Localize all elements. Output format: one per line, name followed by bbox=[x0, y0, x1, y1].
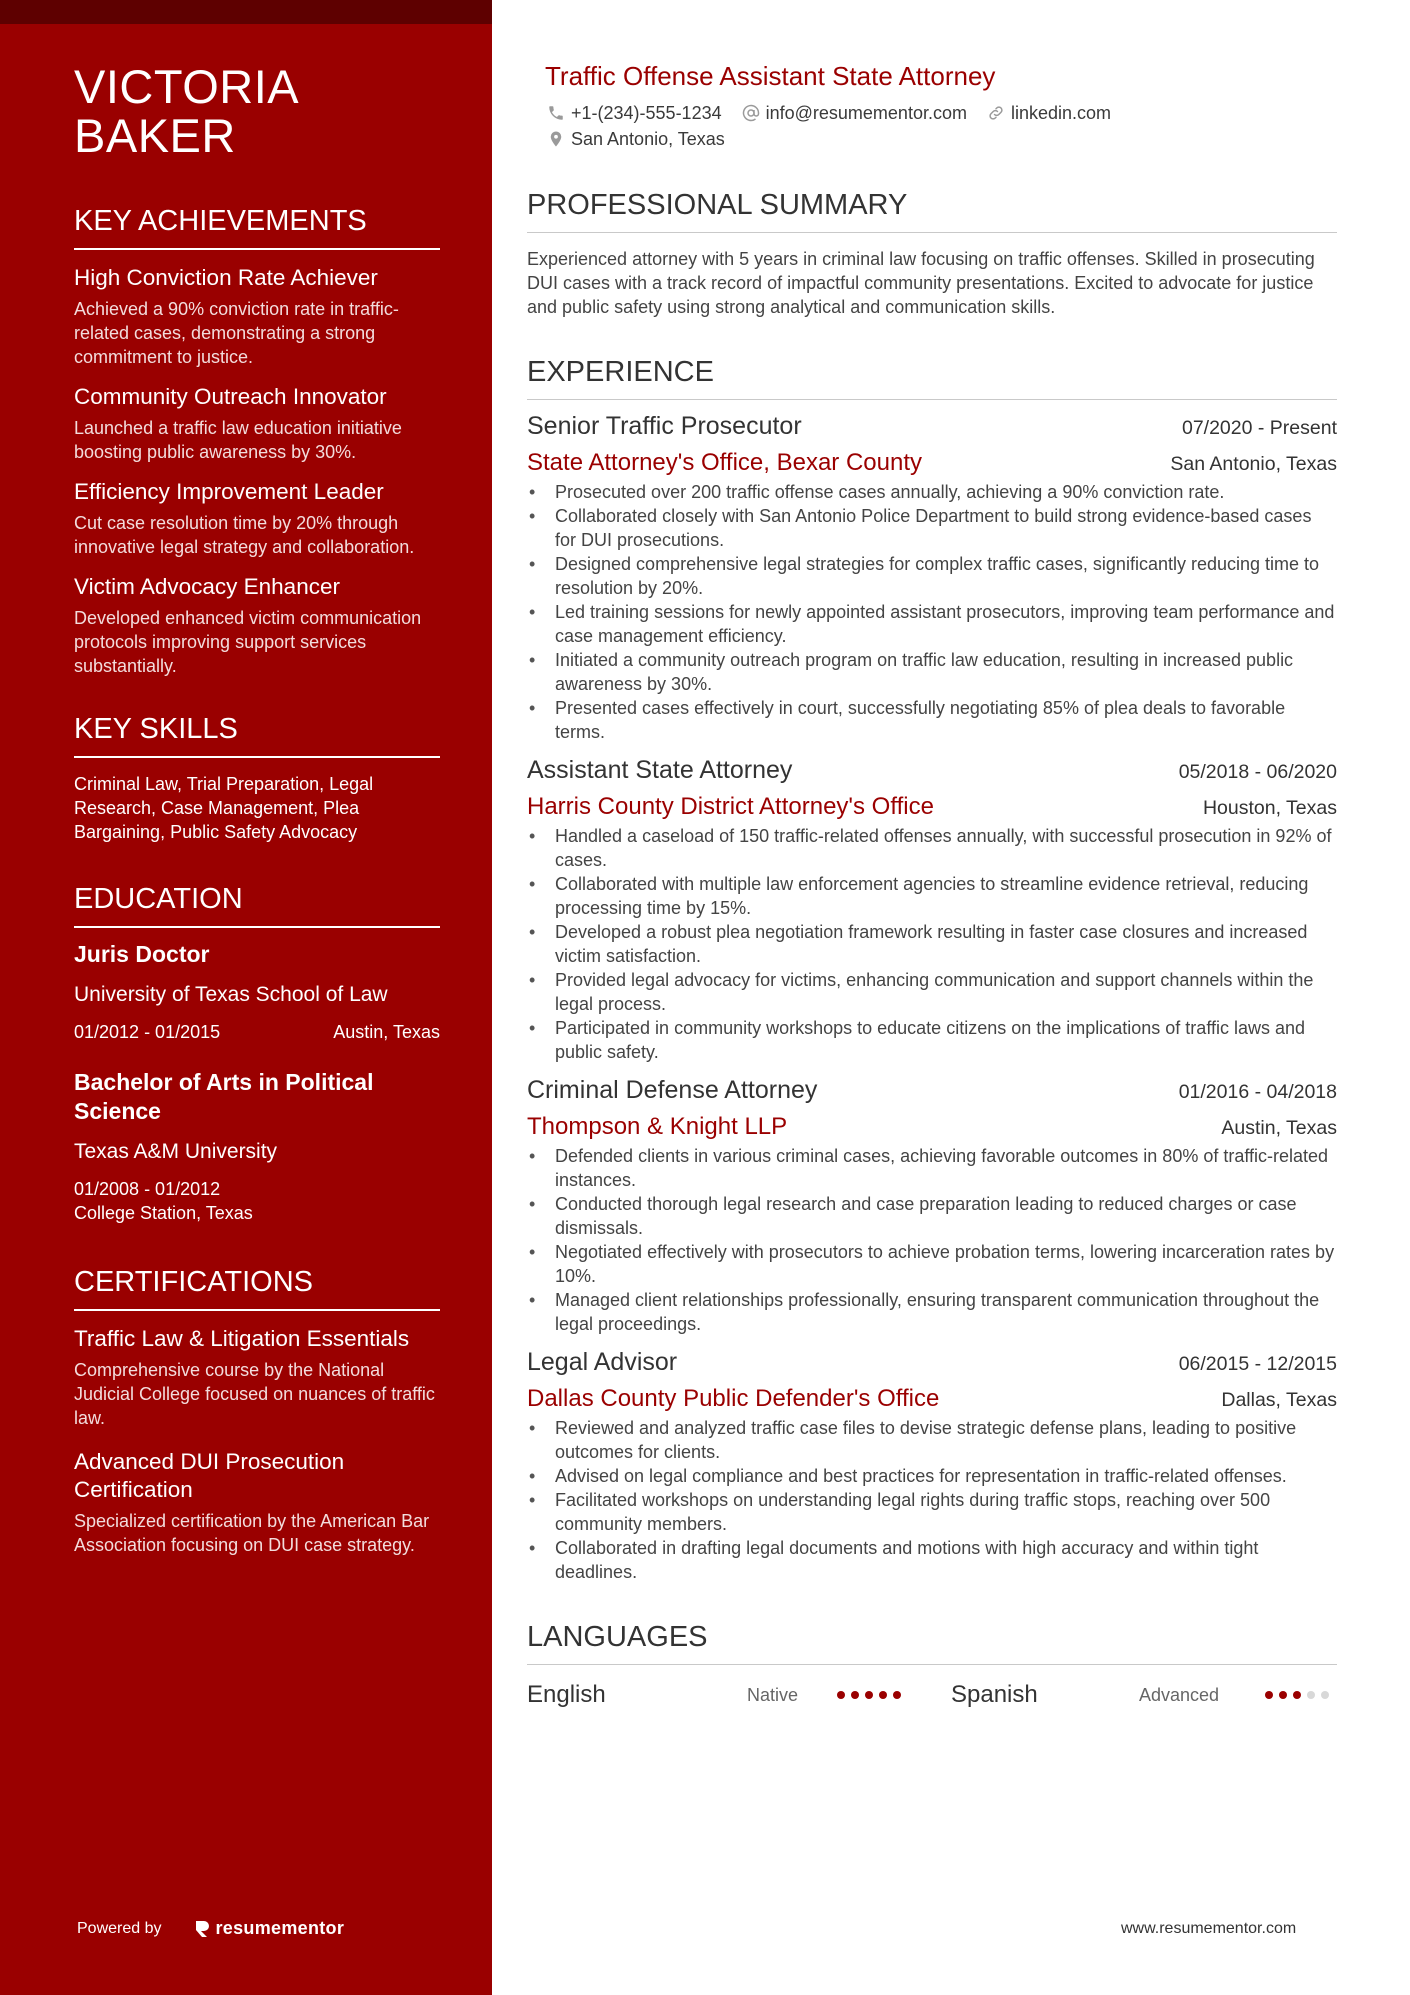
experience-organization: Thompson & Knight LLP bbox=[527, 1113, 788, 1140]
bullet-item: • Facilitated workshops on understanding legal rights during traffic stops, reaching over 500 community members. bbox=[527, 1488, 1337, 1536]
education-item bbox=[74, 940, 440, 1044]
language-level: Advanced bbox=[1139, 1684, 1220, 1705]
location-text: San Antonio, Texas bbox=[571, 129, 725, 149]
brand-name: resumementor bbox=[215, 1918, 345, 1938]
brand-logo bbox=[194, 1918, 345, 1939]
skills-list: Criminal Law, Trial Preparation, Legal Research, Case Management, Plea Bargaining, Public Safety Advocacy bbox=[74, 774, 374, 842]
rating-dot-filled bbox=[1293, 1691, 1301, 1699]
sidebar-top-bar bbox=[0, 0, 492, 24]
bullet-item: • Collaborated in drafting legal documents and motions with high accuracy and within tight deadlines. bbox=[527, 1536, 1337, 1584]
experience-organization: Harris County District Attorney's Office bbox=[527, 793, 934, 820]
job-title: Traffic Offense Assistant State Attorney bbox=[545, 61, 996, 91]
rating-dot-filled bbox=[865, 1691, 873, 1699]
sidebar bbox=[0, 0, 492, 1995]
achievements-heading: KEY ACHIEVEMENTS bbox=[74, 204, 440, 250]
candidate-name bbox=[74, 62, 440, 160]
education-dates: 01/2012 - 01/2015 bbox=[74, 1022, 221, 1042]
experience-role: Senior Traffic Prosecutor bbox=[527, 412, 802, 440]
summary-heading: PROFESSIONAL SUMMARY bbox=[527, 188, 1337, 233]
main-content bbox=[527, 60, 1337, 1711]
experience-role: Legal Advisor bbox=[527, 1348, 678, 1376]
bullet-item: • Developed a robust plea negotiation framework resulting in faster case closures and increased victim satisfaction. bbox=[527, 920, 1337, 968]
bullet-item: • Prosecuted over 200 traffic offense cases annually, achieving a 90% conviction rate. bbox=[527, 480, 1337, 504]
experience-heading: EXPERIENCE bbox=[527, 355, 1337, 400]
experience-location: San Antonio, Texas bbox=[1170, 453, 1337, 475]
bullet-item: • Managed client relationships professionally, ensuring transparent communication throughout the legal proceedings. bbox=[527, 1288, 1337, 1336]
achievement-text: Cut case resolution time by 20% through innovative legal strategy and collaboration. bbox=[74, 513, 415, 557]
experience-bullets bbox=[527, 1144, 1337, 1336]
name-line-last: BAKER bbox=[74, 109, 236, 162]
education-school: University of Texas School of Law bbox=[74, 983, 388, 1006]
bullet-item: • Provided legal advocacy for victims, enhancing communication and support channels within the legal process. bbox=[527, 968, 1337, 1016]
footer-url[interactable]: www.resumementor.com bbox=[1121, 1920, 1297, 1937]
language-name: English bbox=[527, 1681, 606, 1708]
achievement-item bbox=[74, 264, 440, 369]
bullet-item: • Negotiated effectively with prosecutors to achieve probation terms, lowering incarceration rates by 10%. bbox=[527, 1240, 1337, 1288]
education-degree: Bachelor of Arts in Political Science bbox=[74, 1069, 374, 1124]
rating-dot-filled bbox=[1279, 1691, 1287, 1699]
certifications-heading: CERTIFICATIONS bbox=[74, 1265, 440, 1311]
name-line-first: VICTORIA bbox=[74, 60, 300, 113]
contact-info bbox=[547, 100, 1337, 152]
languages-heading: LANGUAGES bbox=[527, 1620, 1337, 1665]
bullet-item: • Collaborated with multiple law enforcement agencies to streamline evidence retrieval, reducing processing time by 15%. bbox=[527, 872, 1337, 920]
experience-item bbox=[527, 754, 1337, 1064]
powered-by bbox=[77, 1918, 344, 1939]
experience-item bbox=[527, 1074, 1337, 1336]
contact-linkedin[interactable] bbox=[987, 100, 1111, 126]
achievement-text: Developed enhanced victim communication protocols improving support services substantially. bbox=[74, 608, 422, 676]
location-pin-icon bbox=[547, 130, 565, 148]
achievement-title: Efficiency Improvement Leader bbox=[74, 479, 384, 504]
achievement-item bbox=[74, 573, 440, 678]
phone-icon bbox=[547, 104, 565, 122]
language-level: Native bbox=[747, 1684, 799, 1705]
bullet-item: • Collaborated closely with San Antonio Police Department to build strong evidence-based cases for DUI prosecutions. bbox=[527, 504, 1337, 552]
achievement-item bbox=[74, 383, 440, 464]
achievement-text: Achieved a 90% conviction rate in traffic-related cases, demonstrating a strong commitment to justice. bbox=[74, 299, 399, 367]
skills-heading: KEY SKILLS bbox=[74, 712, 440, 758]
achievement-item bbox=[74, 478, 440, 559]
rating-dot-filled bbox=[1265, 1691, 1273, 1699]
rating-dot-filled bbox=[879, 1691, 887, 1699]
experience-organization: State Attorney's Office, Bexar County bbox=[527, 449, 923, 476]
at-sign-icon bbox=[742, 104, 760, 122]
education-school: Texas A&M University bbox=[74, 1140, 278, 1163]
achievement-title: Community Outreach Innovator bbox=[74, 384, 387, 409]
experience-dates: 05/2018 - 06/2020 bbox=[1178, 761, 1337, 783]
certification-title: Advanced DUI Prosecution Certification bbox=[74, 1449, 345, 1502]
education-dates: 01/2008 - 01/2012 bbox=[74, 1179, 221, 1199]
bullet-item: • Participated in community workshops to educate citizens on the implications of traffic laws and public safety. bbox=[527, 1016, 1337, 1064]
certification-text: Comprehensive course by the National Judicial College focused on nuances of traffic law. bbox=[74, 1360, 435, 1428]
experience-location: Dallas, Texas bbox=[1221, 1389, 1337, 1411]
experience-role: Criminal Defense Attorney bbox=[527, 1076, 818, 1104]
contact-location bbox=[547, 126, 1317, 152]
rating-dot-filled bbox=[837, 1691, 845, 1699]
achievement-title: High Conviction Rate Achiever bbox=[74, 265, 378, 290]
bullet-item: • Designed comprehensive legal strategies for complex traffic cases, significantly reducing time to resolution by 20%. bbox=[527, 552, 1337, 600]
powered-by-label: Powered by bbox=[77, 1919, 162, 1937]
bullet-item: • Handled a caseload of 150 traffic-related offenses annually, with successful prosecution in 92% of cases. bbox=[527, 824, 1337, 872]
link-icon bbox=[987, 104, 1005, 122]
experience-role: Assistant State Attorney bbox=[527, 756, 793, 784]
bullet-item: • Initiated a community outreach program on traffic law education, resulting in increased public awareness by 30%. bbox=[527, 648, 1337, 696]
achievement-text: Launched a traffic law education initiative boosting public awareness by 30%. bbox=[74, 418, 402, 462]
experience-organization: Dallas County Public Defender's Office bbox=[527, 1385, 940, 1412]
bullet-item: • Led training sessions for newly appointed assistant prosecutors, improving team performance and case management efficiency. bbox=[527, 600, 1337, 648]
phone-text: +1-(234)-555-1234 bbox=[571, 103, 722, 123]
education-location: College Station, Texas bbox=[74, 1203, 253, 1223]
certification-text: Specialized certification by the American Bar Association focusing on DUI case strategy. bbox=[74, 1511, 430, 1555]
contact-email[interactable] bbox=[742, 100, 967, 126]
summary-text: Experienced attorney with 5 years in criminal law focusing on traffic offenses. Skilled in prosecuting DUI cases with a track record of impactful community presentations. Excited to advocate for justice and public safety using strong analytical and communication skills. bbox=[527, 249, 1315, 317]
certification-title: Traffic Law & Litigation Essentials bbox=[74, 1326, 410, 1351]
experience-bullets bbox=[527, 1416, 1337, 1584]
certification-item bbox=[74, 1325, 440, 1430]
experience-item bbox=[527, 410, 1337, 744]
certification-item bbox=[74, 1448, 440, 1557]
rating-dot-empty bbox=[1321, 1691, 1329, 1699]
education-item bbox=[74, 1068, 440, 1225]
contact-phone bbox=[547, 100, 722, 126]
bullet-item: • Conducted thorough legal research and case preparation leading to reduced charges or case dismissals. bbox=[527, 1192, 1337, 1240]
achievement-title: Victim Advocacy Enhancer bbox=[74, 574, 340, 599]
bullet-item: • Reviewed and analyzed traffic case files to devise strategic defense plans, leading to positive outcomes for clients. bbox=[527, 1416, 1337, 1464]
experience-bullets bbox=[527, 480, 1337, 744]
languages-list bbox=[527, 1679, 1337, 1711]
experience-location: Houston, Texas bbox=[1202, 797, 1337, 819]
email-link[interactable]: info@resumementor.com bbox=[765, 103, 967, 123]
linkedin-link[interactable]: linkedin.com bbox=[1010, 103, 1112, 123]
experience-dates: 07/2020 - Present bbox=[1181, 417, 1337, 439]
experience-item bbox=[527, 1346, 1337, 1584]
language-rating bbox=[1265, 1691, 1335, 1699]
experience-dates: 06/2015 - 12/2015 bbox=[1178, 1353, 1337, 1375]
rating-dot-empty bbox=[1307, 1691, 1315, 1699]
rating-dot-filled bbox=[851, 1691, 859, 1699]
education-heading: EDUCATION bbox=[74, 882, 440, 928]
rating-dot-filled bbox=[893, 1691, 901, 1699]
bullet-item: • Advised on legal compliance and best practices for representation in traffic-related offenses. bbox=[527, 1464, 1337, 1488]
language-rating bbox=[837, 1691, 951, 1699]
education-degree: Juris Doctor bbox=[74, 941, 210, 967]
experience-location: Austin, Texas bbox=[1221, 1117, 1337, 1139]
experience-dates: 01/2016 - 04/2018 bbox=[1178, 1081, 1337, 1103]
bullet-item: • Defended clients in various criminal cases, achieving favorable outcomes in 80% of traffic-related instances. bbox=[527, 1144, 1337, 1192]
experience-bullets bbox=[527, 824, 1337, 1064]
resumementor-logo-icon bbox=[194, 1919, 210, 1939]
language-name: Spanish bbox=[951, 1681, 1038, 1708]
bullet-item: • Presented cases effectively in court, successfully negotiating 85% of plea deals to favorable terms. bbox=[527, 696, 1337, 744]
education-location: Austin, Texas bbox=[333, 1022, 440, 1042]
